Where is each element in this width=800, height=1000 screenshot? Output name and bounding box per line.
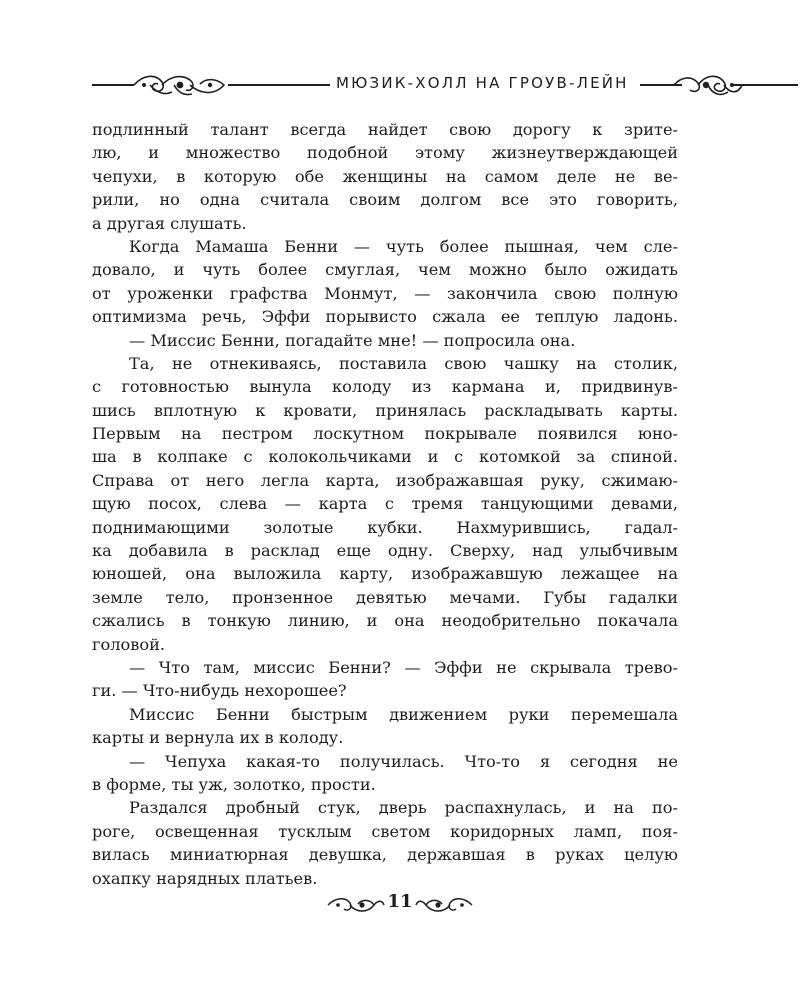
- text-line: вилась миниатюрная девушка, державшая в руках целую: [92, 845, 678, 865]
- text-line: Та, не отнекиваясь, поставила свою чашку на столик,: [129, 353, 678, 373]
- text-line: довало, и чуть более смуглая, чем можно было ожидать: [92, 260, 678, 280]
- page-body: [92, 118, 678, 890]
- page-number: 11: [387, 891, 413, 912]
- running-header: [92, 66, 696, 102]
- text-line: в форме, ты уж, золотко, прости.: [92, 774, 376, 794]
- text-line: роге, освещенная тусклым светом коридорных ламп, поя-: [92, 821, 678, 841]
- header-rule-left: [92, 84, 134, 86]
- text-line: Справа от него легла карта, изображавшая руку, сжимаю-: [92, 470, 678, 490]
- text-line: земле тело, пронзенное девятью мечами. Губы гадалки: [92, 587, 678, 607]
- text-line: чепухи, в которую обе женщины на самом деле не ве-: [92, 166, 678, 186]
- text-line: ка добавила в расклад еще одну. Сверху, над улыбчивым: [92, 541, 678, 561]
- text-line: с готовностью вынула колоду из кармана и, придвинув-: [92, 377, 678, 397]
- text-line: поднимающими золотые кубки. Нахмурившись, гадал-: [92, 517, 678, 537]
- flourish-left-icon: [130, 70, 232, 100]
- text-line: Раздался дробный стук, дверь распахнулась, и на по-: [129, 798, 678, 818]
- text-line: — Что там, миссис Бенни? — Эффи не скрывала трево-: [129, 657, 678, 677]
- flourish-left-icon: [326, 894, 386, 916]
- text-line: от уроженки графства Монмут, — закончила свою полную: [92, 283, 678, 303]
- page-footer: [300, 888, 500, 922]
- text-line: головой.: [92, 634, 166, 654]
- header-rule-right: [732, 84, 798, 86]
- text-line: — Чепуха какая-то получилась. Что-то я сегодня не: [129, 751, 678, 771]
- text-line: Миссис Бенни быстрым движением руки перемешала: [129, 704, 678, 724]
- header-rule-mid-left: [228, 84, 330, 86]
- text-line: оптимизма речь, Эффи порывисто сжала ее теплую ладонь.: [92, 307, 678, 327]
- text-line: — Миссис Бенни, погадайте мне! — попросила она.: [129, 330, 576, 350]
- text-line: ги. — Что-нибудь нехорошее?: [92, 681, 347, 701]
- text-line: подлинный талант всегда найдет свою дорогу к зрите-: [92, 120, 678, 139]
- text-line: сжались в тонкую линию, и она неодобрительно покачала: [92, 611, 678, 631]
- text-line: Первым на пестром лоскутном покрывале появился юно-: [92, 424, 678, 444]
- text-line: лю, и множество подобной этому жизнеутверждающей: [92, 143, 678, 163]
- text-line: карты и вернула их в колоду.: [92, 728, 344, 748]
- flourish-right-icon: [414, 894, 474, 916]
- text-line: щую посох, слева — карта с тремя танцующими девами,: [92, 494, 678, 514]
- text-line: охапку нарядных платьев.: [92, 868, 318, 888]
- text-line: ша в колпаке с колокольчиками и с котомкой за спиной.: [92, 447, 678, 467]
- text-line: юношей, она выложила карту, изображавшую лежащее на: [92, 564, 678, 584]
- text-line: а другая слушать.: [92, 213, 247, 233]
- text-line: шись вплотную к кровати, принялась раскладывать карты.: [92, 400, 678, 420]
- text-line: рили, но одна считала своим долгом все это говорить,: [92, 190, 678, 210]
- running-title: МЮЗИК-ХОЛЛ НА ГРОУВ-ЛЕЙН: [336, 74, 629, 92]
- text-line: Когда Мамаша Бенни — чуть более пышная, чем сле-: [129, 236, 678, 256]
